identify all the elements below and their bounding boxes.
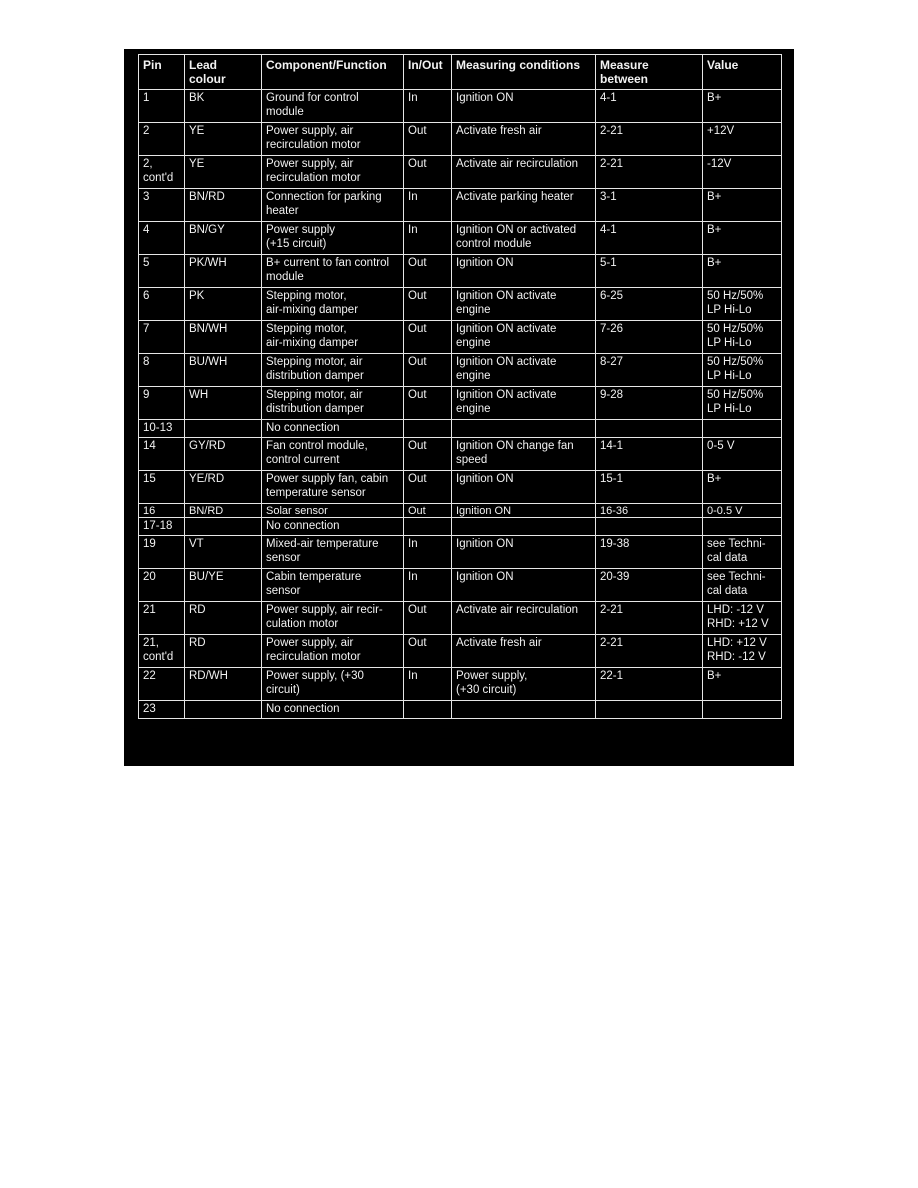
- cell-value: 0-5 V: [703, 438, 782, 471]
- cell-value: see Techni- cal data: [703, 536, 782, 569]
- header-pin: Pin: [139, 55, 185, 90]
- cell-measuring-conditions: Ignition ON activate engine: [452, 354, 596, 387]
- cell-measure-between: 16-36: [596, 504, 703, 518]
- cell-lead-colour: RD/WH: [185, 668, 262, 701]
- cell-lead-colour: GY/RD: [185, 438, 262, 471]
- table-row: [139, 189, 782, 222]
- cell-in-out: In: [404, 90, 452, 123]
- table-row: [139, 504, 782, 518]
- table-row: [139, 668, 782, 701]
- cell-in-out: [404, 518, 452, 536]
- cell-lead-colour: WH: [185, 387, 262, 420]
- table-row: [139, 255, 782, 288]
- cell-measuring-conditions: Activate fresh air: [452, 635, 596, 668]
- cell-lead-colour: [185, 420, 262, 438]
- table-row: [139, 438, 782, 471]
- cell-lead-colour: BK: [185, 90, 262, 123]
- table-row: [139, 222, 782, 255]
- cell-pin: 5: [139, 255, 185, 288]
- cell-pin: 15: [139, 471, 185, 504]
- cell-value: B+: [703, 668, 782, 701]
- cell-lead-colour: RD: [185, 602, 262, 635]
- cell-measuring-conditions: Activate air recirculation: [452, 156, 596, 189]
- cell-in-out: [404, 420, 452, 438]
- cell-pin: 16: [139, 504, 185, 518]
- cell-component-function: No connection: [262, 420, 404, 438]
- cell-measure-between: 9-28: [596, 387, 703, 420]
- cell-measure-between: 14-1: [596, 438, 703, 471]
- cell-lead-colour: BN/WH: [185, 321, 262, 354]
- cell-in-out: Out: [404, 156, 452, 189]
- cell-lead-colour: VT: [185, 536, 262, 569]
- cell-measure-between: 15-1: [596, 471, 703, 504]
- cell-in-out: In: [404, 189, 452, 222]
- cell-value: [703, 420, 782, 438]
- cell-measuring-conditions: Ignition ON activate engine: [452, 288, 596, 321]
- cell-pin: 19: [139, 536, 185, 569]
- table-row: [139, 387, 782, 420]
- table-row: [139, 602, 782, 635]
- table-row: [139, 90, 782, 123]
- cell-value: B+: [703, 90, 782, 123]
- pin-assignment-table: [138, 54, 782, 719]
- cell-measuring-conditions: [452, 518, 596, 536]
- cell-lead-colour: PK: [185, 288, 262, 321]
- cell-component-function: Stepping motor, air-mixing damper: [262, 288, 404, 321]
- cell-in-out: Out: [404, 438, 452, 471]
- cell-component-function: No connection: [262, 701, 404, 719]
- cell-measure-between: 4-1: [596, 222, 703, 255]
- cell-measure-between: 5-1: [596, 255, 703, 288]
- cell-in-out: In: [404, 222, 452, 255]
- cell-measuring-conditions: Ignition ON: [452, 569, 596, 602]
- cell-measure-between: 2-21: [596, 602, 703, 635]
- cell-value: B+: [703, 471, 782, 504]
- cell-component-function: Power supply, air recirculation motor: [262, 156, 404, 189]
- cell-value: 50 Hz/50% LP Hi-Lo: [703, 354, 782, 387]
- cell-measuring-conditions: Activate air recirculation: [452, 602, 596, 635]
- cell-lead-colour: YE/RD: [185, 471, 262, 504]
- cell-lead-colour: [185, 701, 262, 719]
- cell-value: 50 Hz/50% LP Hi-Lo: [703, 387, 782, 420]
- cell-measure-between: 20-39: [596, 569, 703, 602]
- cell-lead-colour: BN/GY: [185, 222, 262, 255]
- cell-component-function: B+ current to fan control module: [262, 255, 404, 288]
- cell-measuring-conditions: Ignition ON: [452, 504, 596, 518]
- cell-measure-between: 8-27: [596, 354, 703, 387]
- cell-lead-colour: [185, 518, 262, 536]
- cell-value: B+: [703, 255, 782, 288]
- cell-lead-colour: RD: [185, 635, 262, 668]
- table-row: [139, 420, 782, 438]
- cell-value: B+: [703, 222, 782, 255]
- cell-in-out: Out: [404, 123, 452, 156]
- cell-pin: 14: [139, 438, 185, 471]
- cell-component-function: Power supply (+15 circuit): [262, 222, 404, 255]
- cell-lead-colour: PK/WH: [185, 255, 262, 288]
- cell-measuring-conditions: Ignition ON activate engine: [452, 387, 596, 420]
- cell-in-out: Out: [404, 255, 452, 288]
- cell-component-function: Fan control module, control current: [262, 438, 404, 471]
- cell-in-out: Out: [404, 354, 452, 387]
- cell-component-function: Connection for parking heater: [262, 189, 404, 222]
- cell-component-function: Cabin temperature sensor: [262, 569, 404, 602]
- cell-in-out: Out: [404, 288, 452, 321]
- cell-measuring-conditions: Activate parking heater: [452, 189, 596, 222]
- cell-component-function: Stepping motor, air-mixing damper: [262, 321, 404, 354]
- header-lead-colour: Lead colour: [185, 55, 262, 90]
- cell-value: B+: [703, 189, 782, 222]
- cell-component-function: Power supply, air recir- culation motor: [262, 602, 404, 635]
- table-row: [139, 123, 782, 156]
- cell-pin: 3: [139, 189, 185, 222]
- table-row: [139, 536, 782, 569]
- cell-measure-between: [596, 420, 703, 438]
- cell-measure-between: 22-1: [596, 668, 703, 701]
- cell-measure-between: [596, 518, 703, 536]
- cell-lead-colour: BN/RD: [185, 504, 262, 518]
- cell-measure-between: 6-25: [596, 288, 703, 321]
- cell-measuring-conditions: Power supply, (+30 circuit): [452, 668, 596, 701]
- cell-measuring-conditions: Ignition ON activate engine: [452, 321, 596, 354]
- cell-measure-between: 2-21: [596, 635, 703, 668]
- table-row: [139, 569, 782, 602]
- cell-component-function: Solar sensor: [262, 504, 404, 518]
- cell-measuring-conditions: Ignition ON or activated control module: [452, 222, 596, 255]
- table-row: [139, 518, 782, 536]
- cell-measure-between: 4-1: [596, 90, 703, 123]
- cell-measuring-conditions: Ignition ON change fan speed: [452, 438, 596, 471]
- header-measuring-conditions: Measuring conditions: [452, 55, 596, 90]
- cell-value: see Techni- cal data: [703, 569, 782, 602]
- header-measure-between: Measure between: [596, 55, 703, 90]
- cell-pin: 9: [139, 387, 185, 420]
- cell-measure-between: 2-21: [596, 156, 703, 189]
- cell-value: LHD: +12 V RHD: -12 V: [703, 635, 782, 668]
- cell-measuring-conditions: Activate fresh air: [452, 123, 596, 156]
- table-row: [139, 701, 782, 719]
- cell-value: -12V: [703, 156, 782, 189]
- table-row: [139, 635, 782, 668]
- header-in-out: In/Out: [404, 55, 452, 90]
- cell-in-out: [404, 701, 452, 719]
- cell-value: +12V: [703, 123, 782, 156]
- cell-component-function: Ground for control module: [262, 90, 404, 123]
- cell-in-out: Out: [404, 321, 452, 354]
- table-row: [139, 321, 782, 354]
- cell-measuring-conditions: [452, 701, 596, 719]
- cell-in-out: In: [404, 668, 452, 701]
- cell-lead-colour: YE: [185, 156, 262, 189]
- cell-pin: 2: [139, 123, 185, 156]
- cell-value: 0-0.5 V: [703, 504, 782, 518]
- cell-measure-between: [596, 701, 703, 719]
- cell-pin: 21: [139, 602, 185, 635]
- cell-pin: 8: [139, 354, 185, 387]
- cell-lead-colour: BU/WH: [185, 354, 262, 387]
- table-row: [139, 156, 782, 189]
- cell-component-function: Stepping motor, air distribution damper: [262, 354, 404, 387]
- cell-value: [703, 518, 782, 536]
- cell-value: LHD: -12 V RHD: +12 V: [703, 602, 782, 635]
- cell-pin: 7: [139, 321, 185, 354]
- cell-pin: 22: [139, 668, 185, 701]
- cell-pin: 21, cont'd: [139, 635, 185, 668]
- cell-in-out: In: [404, 536, 452, 569]
- cell-component-function: Power supply, air recirculation motor: [262, 635, 404, 668]
- cell-component-function: No connection: [262, 518, 404, 536]
- cell-measure-between: 2-21: [596, 123, 703, 156]
- cell-pin: 1: [139, 90, 185, 123]
- table-row: [139, 354, 782, 387]
- cell-value: 50 Hz/50% LP Hi-Lo: [703, 288, 782, 321]
- cell-pin: 6: [139, 288, 185, 321]
- cell-in-out: Out: [404, 504, 452, 518]
- header-value: Value: [703, 55, 782, 90]
- cell-pin: 10-13: [139, 420, 185, 438]
- cell-measuring-conditions: Ignition ON: [452, 90, 596, 123]
- cell-component-function: Stepping motor, air distribution damper: [262, 387, 404, 420]
- cell-value: [703, 701, 782, 719]
- cell-measuring-conditions: Ignition ON: [452, 536, 596, 569]
- cell-in-out: Out: [404, 471, 452, 504]
- cell-measure-between: 3-1: [596, 189, 703, 222]
- table-row: [139, 288, 782, 321]
- cell-in-out: In: [404, 569, 452, 602]
- table-header-row: [139, 55, 782, 90]
- cell-component-function: Power supply, air recirculation motor: [262, 123, 404, 156]
- cell-pin: 2, cont'd: [139, 156, 185, 189]
- cell-component-function: Power supply fan, cabin temperature sensor: [262, 471, 404, 504]
- cell-measuring-conditions: Ignition ON: [452, 471, 596, 504]
- cell-pin: 23: [139, 701, 185, 719]
- cell-lead-colour: BU/YE: [185, 569, 262, 602]
- cell-measuring-conditions: Ignition ON: [452, 255, 596, 288]
- cell-lead-colour: BN/RD: [185, 189, 262, 222]
- cell-pin: 20: [139, 569, 185, 602]
- scanned-pin-table-image: [124, 49, 794, 766]
- cell-component-function: Mixed-air temperature sensor: [262, 536, 404, 569]
- cell-measure-between: 19-38: [596, 536, 703, 569]
- cell-pin: 4: [139, 222, 185, 255]
- header-component-function: Component/Function: [262, 55, 404, 90]
- cell-lead-colour: YE: [185, 123, 262, 156]
- cell-in-out: Out: [404, 635, 452, 668]
- table-row: [139, 471, 782, 504]
- cell-component-function: Power supply, (+30 circuit): [262, 668, 404, 701]
- cell-pin: 17-18: [139, 518, 185, 536]
- cell-value: 50 Hz/50% LP Hi-Lo: [703, 321, 782, 354]
- cell-measuring-conditions: [452, 420, 596, 438]
- cell-in-out: Out: [404, 602, 452, 635]
- cell-measure-between: 7-26: [596, 321, 703, 354]
- cell-in-out: Out: [404, 387, 452, 420]
